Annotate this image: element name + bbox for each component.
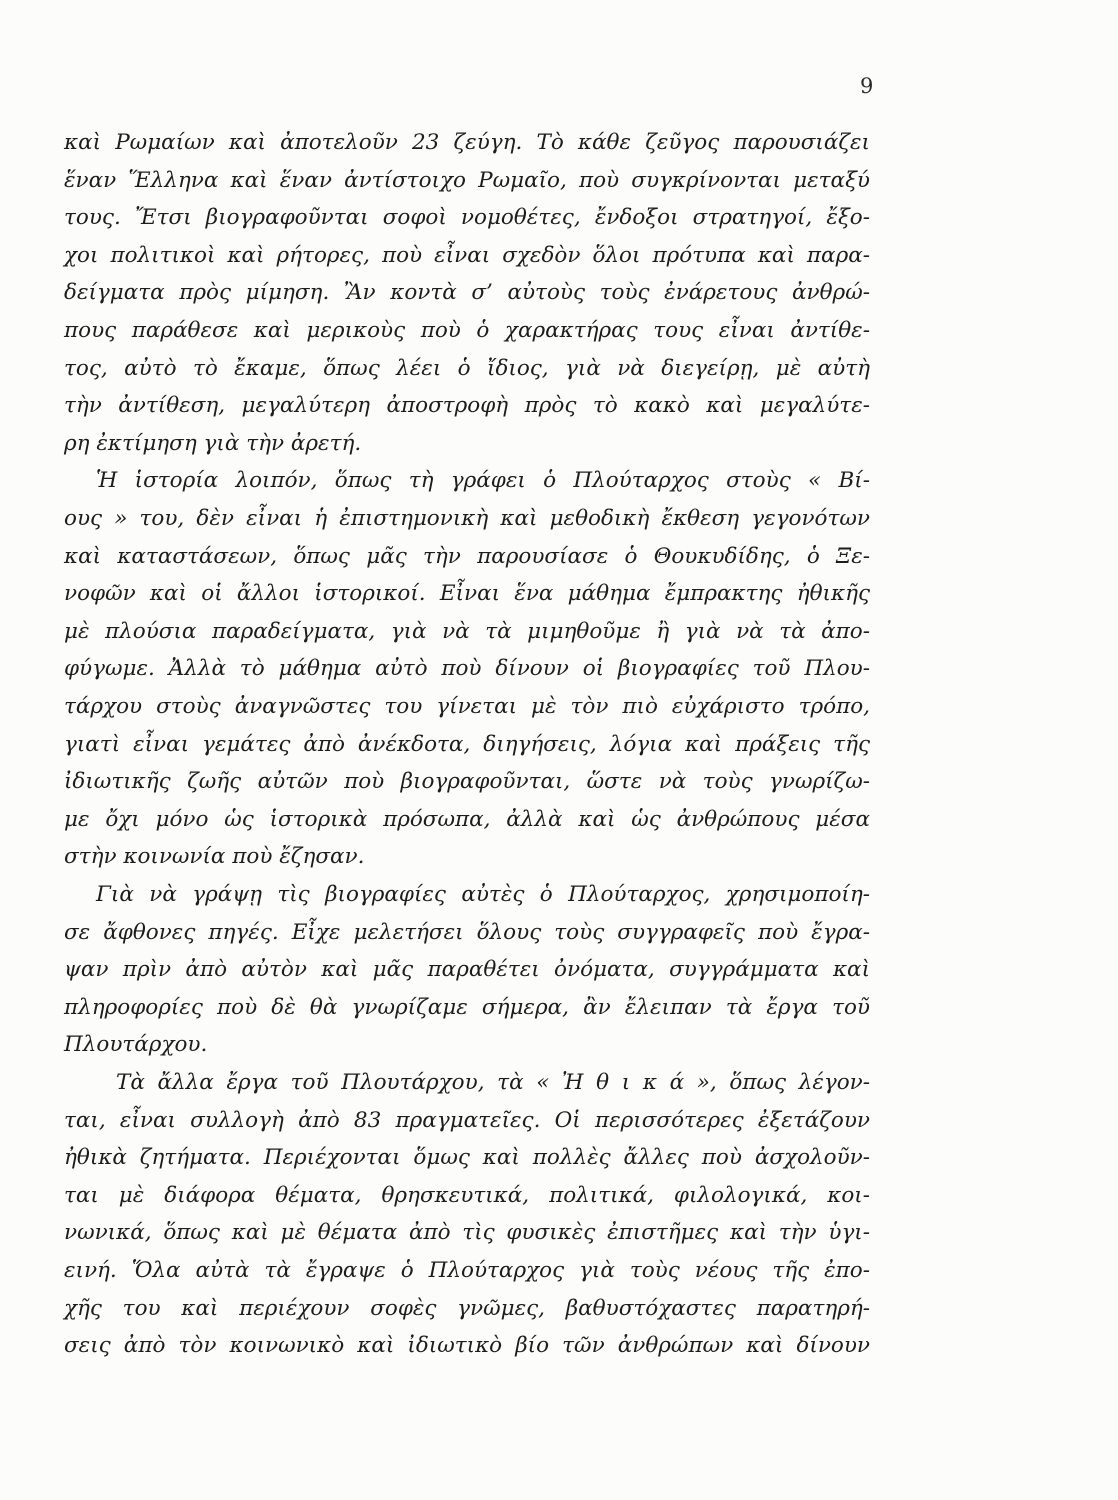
- text-line: νωνικά, ὅπως καὶ μὲ θέματα ἀπὸ τὶς φυσικὲς ἐπιστῆμες καὶ τὴν ὑγι-: [64, 1220, 870, 1245]
- text-line: εινή. Ὅλα αὐτὰ τὰ ἔγραψε ὁ Πλούταρχος γιὰ τοὺς νέους τῆς ἐπο-: [64, 1258, 870, 1283]
- text-line: ους » του, δὲν εἶναι ἡ ἐπιστημονικὴ καὶ μεθοδικὴ ἔκθεση γεγονότων: [64, 506, 870, 531]
- text-line: ἕναν Ἕλληνα καὶ ἕναν ἀντίστοιχο Ρωμαῖο, ποὺ συγκρίνονται μεταξύ: [64, 168, 870, 193]
- text-line: καὶ Ρωμαίων καὶ ἀποτελοῦν 23 ζεύγη. Τὸ κάθε ζεῦγος παρουσιάζει: [64, 130, 870, 155]
- text-line: δείγματα πρὸς μίμηση. Ἂν κοντὰ σ’ αὐτοὺς τοὺς ἐνάρετους ἀνθρώ-: [64, 280, 870, 305]
- text-line: τους. Ἔτσι βιογραφοῦνται σοφοὶ νομοθέτες, ἔνδοξοι στρατηγοί, ἔξο-: [64, 205, 870, 230]
- text-line: Ἡ ἱστορία λοιπόν, ὅπως τὴ γράφει ὁ Πλούταρχος στοὺς « Βί-: [96, 468, 870, 493]
- text-line: φύγωμε. Ἀλλὰ τὸ μάθημα αὐτὸ ποὺ δίνουν οἱ βιογραφίες τοῦ Πλου-: [64, 656, 870, 681]
- text-line: σε ἄφθονες πηγές. Εἶχε μελετήσει ὅλους τοὺς συγγραφεῖς ποὺ ἔγρα-: [64, 920, 870, 945]
- text-line: πληροφορίες ποὺ δὲ θὰ γνωρίζαμε σήμερα, ἂν ἔλειπαν τὰ ἔργα τοῦ: [64, 995, 870, 1020]
- text-line: ἰδιωτικῆς ζωῆς αὐτῶν ποὺ βιογραφοῦνται, ὥστε νὰ τοὺς γνωρίζω-: [64, 769, 870, 794]
- text-line: στὴν κοινωνία ποὺ ἔζησαν.: [64, 844, 365, 869]
- text-line: τὴν ἀντίθεση, μεγαλύτερη ἀποστροφὴ πρὸς τὸ κακὸ καὶ μεγαλύτε-: [64, 393, 870, 418]
- text-line: Γιὰ νὰ γράψῃ τὶς βιογραφίες αὐτὲς ὁ Πλούταρχος, χρησιμοποίη-: [96, 882, 870, 907]
- text-line: μὲ πλούσια παραδείγματα, γιὰ νὰ τὰ μιμηθοῦμε ἢ γιὰ νὰ τὰ ἀπο-: [64, 619, 870, 644]
- text-line: ται, εἶναι συλλογὴ ἀπὸ 83 πραγματεῖες. Οἱ περισσότερες ἐξετάζουν: [64, 1108, 870, 1133]
- text-line: χοι πολιτικοὶ καὶ ρήτορες, ποὺ εἶναι σχεδὸν ὅλοι πρότυπα καὶ παρα-: [64, 243, 870, 268]
- text-line: νοφῶν καὶ οἱ ἄλλοι ἱστορικοί. Εἶναι ἕνα μάθημα ἔμπρακτης ἠθικῆς: [64, 581, 870, 606]
- text-line: σεις ἀπὸ τὸν κοινωνικὸ καὶ ἰδιωτικὸ βίο τῶν ἀνθρώπων καὶ δίνουν: [64, 1333, 870, 1358]
- text-line: χῆς του καὶ περιέχουν σοφὲς γνῶμες, βαθυστόχαστες παρατηρή-: [64, 1296, 870, 1321]
- text-line: Τὰ ἄλλα ἔργα τοῦ Πλουτάρχου, τὰ « Ἠ θ ι κ ά », ὅπως λέγον-: [116, 1070, 870, 1095]
- text-line: ψαν πρὶν ἀπὸ αὐτὸν καὶ μᾶς παραθέτει ὀνόματα, συγγράμματα καὶ: [64, 957, 870, 982]
- page-number: 9: [860, 74, 874, 98]
- text-line: τάρχου στοὺς ἀναγνῶστες του γίνεται μὲ τὸν πιὸ εὐχάριστο τρόπο,: [64, 694, 870, 719]
- text-line: πους παράθεσε καὶ μερικοὺς ποὺ ὁ χαρακτήρας τους εἶναι ἀντίθε-: [64, 318, 870, 343]
- text-line: με ὄχι μόνο ὡς ἱστορικὰ πρόσωπα, ἀλλὰ καὶ ὡς ἀνθρώπους μέσα: [64, 807, 870, 832]
- text-line: ρη ἐκτίμηση γιὰ τὴν ἀρετή.: [64, 431, 362, 456]
- text-line: Πλουτάρχου.: [64, 1032, 208, 1057]
- text-line: καὶ καταστάσεων, ὅπως μᾶς τὴν παρουσίασε ὁ Θουκυδίδης, ὁ Ξε-: [64, 544, 870, 569]
- text-line: ται μὲ διάφορα θέματα, θρησκευτικά, πολιτικά, φιλολογικά, κοι-: [64, 1183, 870, 1208]
- text-line: τος, αὐτὸ τὸ ἔκαμε, ὅπως λέει ὁ ἴδιος, γιὰ νὰ διεγείρῃ, μὲ αὐτὴ: [64, 356, 870, 381]
- text-line: γιατὶ εἶναι γεμάτες ἀπὸ ἀνέκδοτα, διηγήσεις, λόγια καὶ πράξεις τῆς: [64, 732, 870, 757]
- text-line: ἠθικὰ ζητήματα. Περιέχονται ὅμως καὶ πολλὲς ἄλλες ποὺ ἀσχολοῦν-: [64, 1145, 870, 1170]
